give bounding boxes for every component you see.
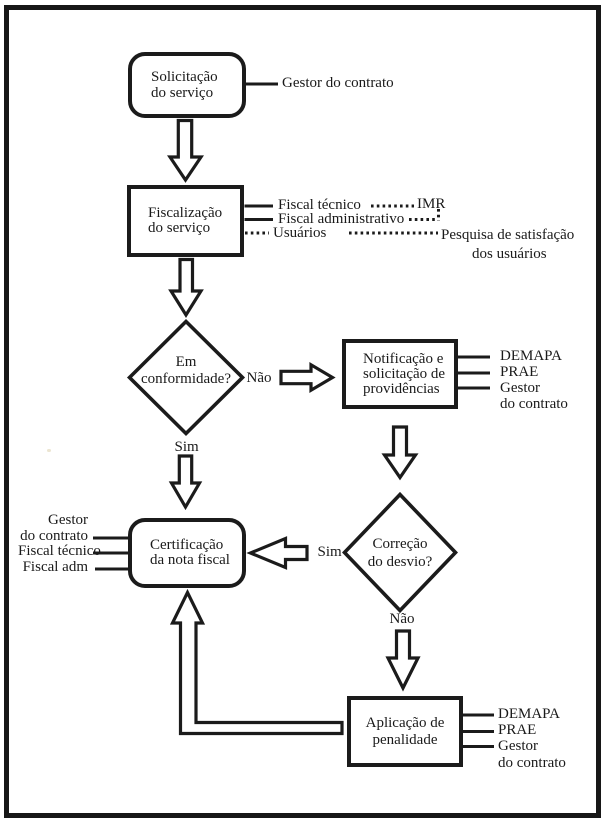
node-aplicacao-line2: penalidade <box>372 731 438 748</box>
actor-demapa: DEMAPA <box>498 706 560 722</box>
actor-gestor: Gestor <box>498 738 538 755</box>
arrow-down-solicitacao-to-fiscalizacao <box>170 121 201 181</box>
node-solicitacao-do-servico <box>128 52 246 118</box>
label-gestor-do-contrato: Gestor do contrato <box>282 75 394 91</box>
node-certificacao-line1: Certificação <box>150 536 224 553</box>
label-imr: IMR <box>417 196 446 212</box>
actor-gestor-contrato: do contrato <box>20 527 88 544</box>
label-sim-correcao: Sim <box>317 544 342 560</box>
label-pesquisa-satisfacao-line2: dos usuários <box>472 245 547 262</box>
actor-fiscal-adm: Fiscal adm <box>22 559 88 576</box>
actor-gestor: Gestor <box>48 512 88 528</box>
label-sim-conformidade: Sim <box>174 438 199 455</box>
node-fiscalizacao-line2: do serviço <box>148 220 211 236</box>
node-fiscalizacao-do-servico <box>127 185 244 257</box>
arrow-down-fiscalizacao-to-decision <box>171 260 201 316</box>
actor-list-notificacao <box>500 348 568 412</box>
decision-correcao-text <box>340 536 460 571</box>
actor-fiscal-tecnico: Fiscal técnico <box>18 543 101 560</box>
actor-gestor-contrato: do contrato <box>500 396 568 412</box>
node-notificacao-line1: Notificação e <box>363 350 444 367</box>
actor-gestor: Gestor <box>500 380 540 396</box>
arrow-right-nao-to-notificacao <box>281 365 333 390</box>
arrow-left-sim-to-certificacao <box>251 539 308 568</box>
actor-prae: PRAE <box>500 364 539 380</box>
label-usuarios: Usuários <box>273 224 327 241</box>
node-aplicacao-line1: Aplicação de <box>365 715 445 731</box>
node-solicitacao-line2: do serviço <box>151 85 214 101</box>
node-solicitacao-line1: Solicitação <box>151 68 218 85</box>
actor-prae: PRAE <box>498 722 537 739</box>
actor-demapa: DEMAPA <box>500 348 562 364</box>
node-fiscalizacao-line1: Fiscalização <box>148 204 223 221</box>
node-aplicacao-penalidade <box>347 696 463 767</box>
node-certificacao-line2: da nota fiscal <box>150 552 230 568</box>
actor-list-certificacao <box>18 512 101 576</box>
label-nao-correcao: Não <box>389 611 415 627</box>
arrow-elbow-aplicacao-to-certificacao <box>173 593 343 734</box>
decision-correcao-line2: do desvio? <box>367 553 433 570</box>
decision-correcao-line1: Correção <box>372 536 428 552</box>
node-notificacao-providencias <box>342 339 458 409</box>
label-fiscal-tecnico: Fiscal técnico <box>278 197 361 213</box>
actor-list-aplicacao <box>498 706 566 771</box>
arrow-down-notificacao-to-correcao <box>385 427 416 478</box>
node-certificacao-nota-fiscal <box>128 518 246 588</box>
decision-conformidade-line1: Em <box>175 354 197 370</box>
decision-conformidade-line2: conformidade? <box>141 370 231 387</box>
actor-gestor-contrato: do contrato <box>498 754 566 771</box>
node-notificacao-line3: providências <box>363 380 440 397</box>
arrow-down-sim-to-certificacao <box>172 456 200 507</box>
label-pesquisa-satisfacao-line1: Pesquisa de satisfação <box>441 226 575 243</box>
arrow-down-nao-to-aplicacao <box>388 631 418 688</box>
node-notificacao-line2: solicitação de <box>363 365 446 382</box>
label-fiscal-administrativo: Fiscal administrativo <box>278 211 405 227</box>
decision-conformidade-text <box>116 354 256 387</box>
label-nao-conformidade: Não <box>246 369 272 386</box>
